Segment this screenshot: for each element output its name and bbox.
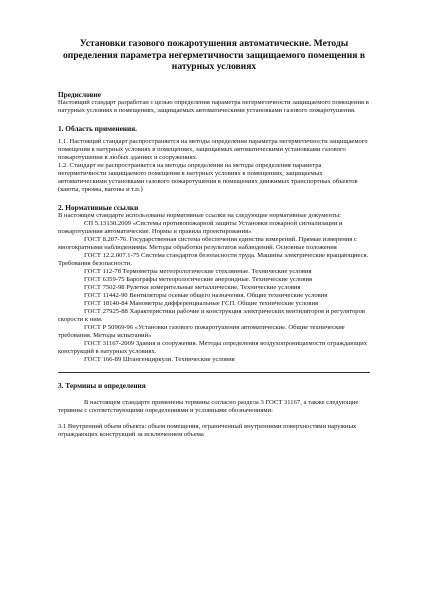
scope-paragraph-2: 1.2. Стандарт не распространяется на методы определения на методы определения параметра негерметичности защищаемого помещения в натурных условиях в помещениях, защищаемых автоматическими установками газового пожаротушения в помещениях движимых транспортных объектов (каюты, трюмы, вагоны и т.п.) <box>58 161 358 193</box>
reference-item: ГОСТ 7502-98 Рулетки измерительные металлические. Технические условия <box>84 283 301 291</box>
reference-item: ГОСТ 8.207-76. Государственная система обеспечения единства измерений. Прямые измерения с многократными наблюдениями. Методы обработки результатов наблюдений. Основные положения <box>58 235 357 251</box>
reference-item: ГОСТ 166-89 Штангенциркули. Технические условия <box>84 355 235 363</box>
preface-text: Настоящий стандарт разработан с целью определения параметра негерметичности защищаемого помещения в натурных условиях в помещениях, защищаемых автоматическими установками газового пожаротушения. <box>58 98 369 114</box>
document-title: Установки газового пожаротушения автоматические. Методы определения параметра негерметичности защищаемого помещения в натурных условиях <box>63 38 365 73</box>
reference-item: ГОСТ 31167-2009 Здания и сооружения. Методы определения воздухопроницаемости ограждающих конструкций в натурных условиях. <box>58 339 368 355</box>
reference-item: ГОСТ 6359-75 Барографы метеорологические анероидные. Технические условия <box>84 275 313 283</box>
reference-item: ГОСТ 12.2.007.1-75 Система стандартов безопасности труда. Машины электрические вращающиеся. Требования безопасности. <box>58 251 369 267</box>
scope-paragraph-1: 1.1. Настоящий стандарт распространяется на методы определения параметра негерметичности защищаемого помещения в натурных условиях в помещениях, защищаемых автоматическими установками газового пожаротушения в любых зданиях и сооружениях. <box>58 137 368 161</box>
references-heading: 2. Нормативные ссылки <box>58 202 139 212</box>
preface-heading: Предисловие <box>58 89 101 99</box>
terms-heading: 3. Термины и определения <box>58 380 146 390</box>
reference-item: ГОСТ Р 50969-96 «Установки газового пожаротушения автоматические. Общие технические требования. Методы испытаний» <box>58 323 345 339</box>
reference-item: ГОСТ 11442-90 Вентиляторы осевые общего назначения. Общие технические условия <box>84 291 328 299</box>
reference-item: СП 5.13130.2009 «Системы противопожарной защиты Установки пожарной сигнализации и пожаротушения автоматические. Нормы и правила проектирования» <box>58 219 343 235</box>
references-intro: В настоящем стандарте использованы нормативные ссылки на следующие нормативные документы: <box>58 211 342 219</box>
scope-heading: 1. Область применения. <box>58 123 137 133</box>
term-3-1: 3.1 Внутренний объем объекта: объем помещения, ограниченный внутренними поверхностями наружных ограждающих конструкций за исключением объема <box>58 422 357 438</box>
section-divider <box>58 372 370 373</box>
reference-item: ГОСТ 112-78 Термометры метеорологические стеклянные. Технические условия <box>84 267 312 275</box>
reference-item: ГОСТ 18140-84 Манометры дифференциальные ГСП. Общие технические условия <box>84 299 319 307</box>
reference-item: ГОСТ 27925-88 Характеристики рабочие и конструкция электрических вентиляторов и регуляторов скорости к ним. <box>58 307 365 323</box>
terms-intro: В настоящем стандарте применены термины согласно раздела 3 ГОСТ 31167, а также следующие термины с соответствующими определениями и условными обозначениями: <box>58 398 359 414</box>
